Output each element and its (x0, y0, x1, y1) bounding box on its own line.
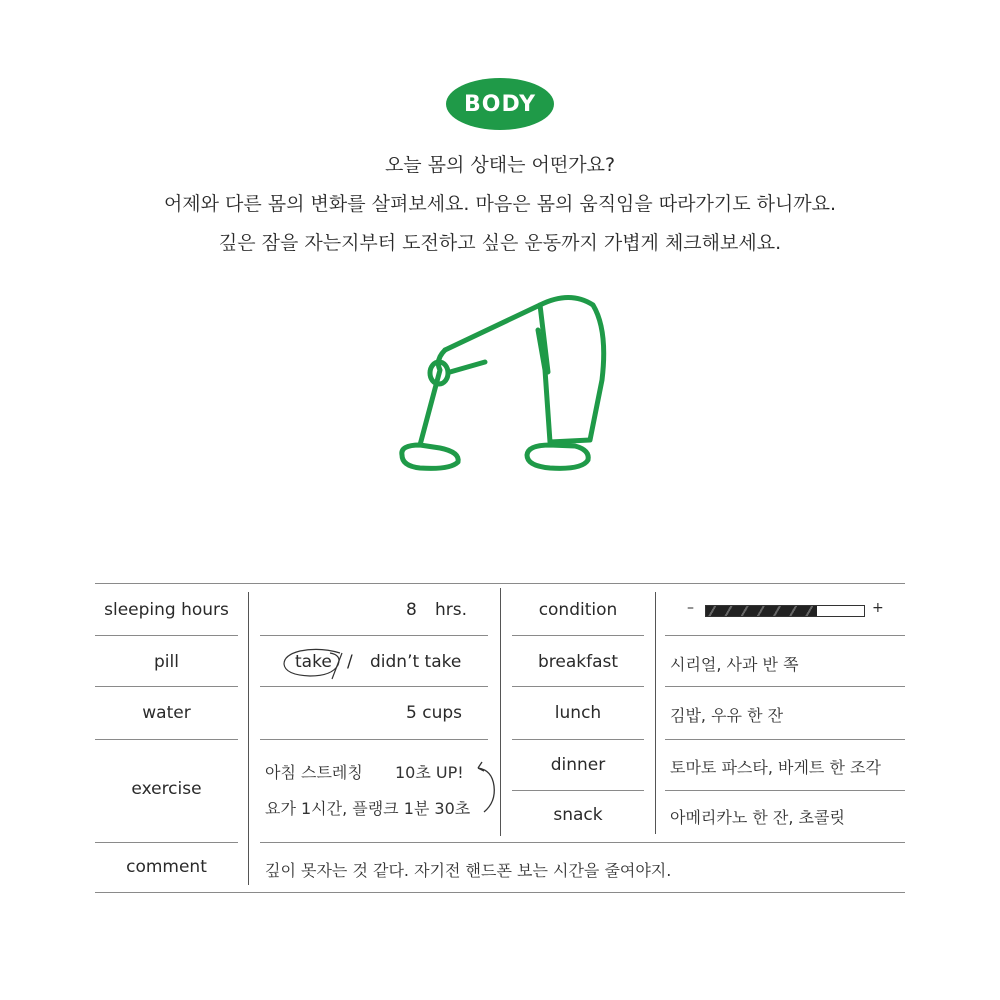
exercise-line-1: 아침 스트레칭 (265, 763, 363, 782)
condition-gauge-fill (706, 606, 817, 616)
table-bottom-border (95, 892, 905, 893)
divider-mid (500, 588, 501, 836)
lunch-label: lunch (554, 703, 602, 723)
intro-line-3: 깊은 잠을 자는지부터 도전하고 싶은 운동까지 가볍게 체크해보세요. (218, 232, 782, 254)
condition-minus-label: – (687, 600, 694, 616)
intro-line-1: 오늘 몸의 상태는 어떤가요? (384, 154, 616, 176)
exercise-line-1-note: 10초 UP! (395, 763, 464, 782)
divider-right (655, 592, 656, 834)
water-label: water (142, 703, 191, 723)
exercise-line-2: 요가 1시간, 플랭크 1분 30초 (265, 799, 471, 818)
table-top-border (95, 583, 905, 584)
condition-gauge (705, 605, 865, 617)
breakfast-label: breakfast (537, 652, 619, 672)
snack-value: 아메리카노 한 잔, 초콜릿 (670, 808, 845, 827)
divider-left (248, 592, 249, 885)
pill-take-option: take (295, 652, 332, 672)
sleeping-hours-unit: hrs. (435, 600, 468, 620)
condition-plus-label: + (872, 600, 884, 616)
pill-label: pill (154, 652, 179, 672)
comment-label: comment (126, 857, 207, 877)
condition-label: condition (538, 600, 618, 620)
snack-label: snack (553, 805, 603, 825)
bending-body-illustration (390, 290, 615, 475)
body-badge: BODY (446, 78, 554, 130)
exercise-label: exercise (131, 779, 202, 799)
pill-selection-circle (280, 645, 350, 683)
breakfast-value: 시리얼, 사과 반 쪽 (670, 655, 799, 674)
sleeping-hours-value: 8 (406, 600, 417, 620)
pill-separator: / (347, 652, 353, 672)
lunch-value: 김밥, 우유 한 잔 (670, 706, 784, 725)
curved-arrow-icon (472, 758, 500, 818)
pill-didnt-take-option: didn’t take (370, 652, 462, 672)
sleeping-hours-label: sleeping hours (104, 600, 229, 620)
water-value: 5 cups (406, 703, 462, 723)
dinner-label: dinner (550, 755, 606, 775)
dinner-value: 토마토 파스타, 바게트 한 조각 (670, 758, 881, 777)
comment-value: 깊이 못자는 것 같다. 자기전 핸드폰 보는 시간을 줄여야지. (265, 861, 672, 880)
intro-line-2: 어제와 다른 몸의 변화를 살펴보세요. 마음은 몸의 움직임을 따라가기도 하니까요. (163, 193, 837, 215)
